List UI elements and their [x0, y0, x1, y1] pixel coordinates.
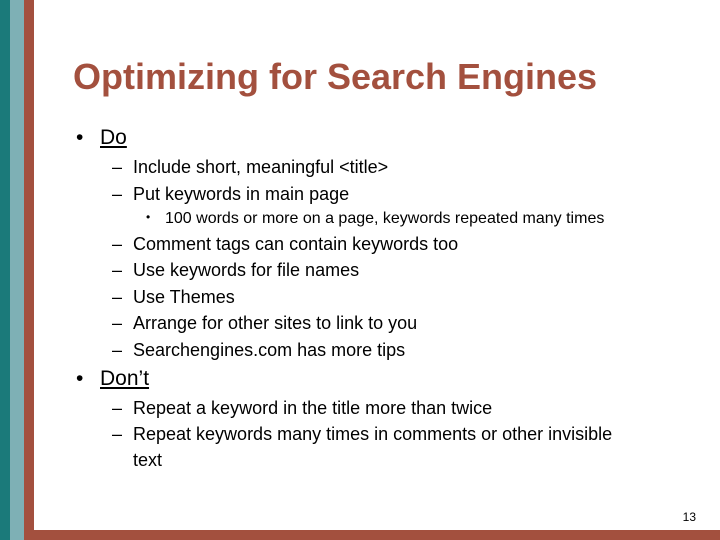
bullet-marker: •	[76, 126, 84, 149]
list-item	[112, 398, 492, 419]
dash-marker: –	[112, 184, 123, 204]
sub-list-item-text: 100 words or more on a page, keywords repeated many times	[165, 210, 605, 227]
list-item	[112, 234, 458, 255]
list-item-text: Use Themes	[133, 287, 235, 307]
sub-list-item	[146, 210, 604, 228]
dash-marker: –	[112, 157, 123, 177]
list-item-text: Use keywords for file names	[133, 260, 360, 280]
dash-marker: –	[112, 398, 123, 418]
list-item-text: Comment tags can contain keywords too	[133, 234, 459, 254]
list-item	[112, 157, 388, 178]
dash-marker: –	[112, 340, 123, 360]
dash-marker: –	[112, 234, 123, 254]
page-number: 13	[682, 510, 696, 524]
list-item-text: Repeat a keyword in the title more than twice	[133, 398, 493, 418]
list-item	[112, 313, 417, 334]
list-item-text: text	[133, 450, 163, 470]
bullet-do	[76, 126, 127, 150]
list-item-text: Repeat keywords many times in comments or other invisible	[133, 424, 613, 444]
list-item	[112, 260, 359, 281]
list-item-text: Put keywords in main page	[133, 184, 350, 204]
list-item-text: Arrange for other sites to link to you	[133, 313, 418, 333]
left-border-stripe-teal	[0, 0, 10, 540]
slide-title: Optimizing for Search Engines	[73, 56, 598, 97]
dont-heading-link[interactable]: Don’t	[100, 367, 150, 390]
left-border-stripe-rust	[24, 0, 34, 540]
dash-marker: –	[112, 260, 123, 280]
list-item	[112, 424, 612, 445]
bullet-marker: •	[146, 210, 151, 224]
list-item	[112, 184, 349, 205]
list-item-continuation	[112, 450, 162, 471]
list-item-text: Searchengines.com has more tips	[133, 340, 406, 360]
left-border-stripe-light	[10, 0, 24, 540]
do-heading-link[interactable]: Do	[100, 126, 127, 149]
list-item	[112, 287, 235, 308]
bullet-marker: •	[76, 367, 84, 390]
bottom-border-bar	[30, 530, 720, 540]
dash-marker: –	[112, 313, 123, 333]
list-item	[112, 340, 405, 361]
bullet-dont	[76, 367, 149, 391]
list-item-text: Include short, meaningful <title>	[133, 157, 389, 177]
dash-marker: –	[112, 287, 123, 307]
dash-marker: –	[112, 424, 123, 444]
